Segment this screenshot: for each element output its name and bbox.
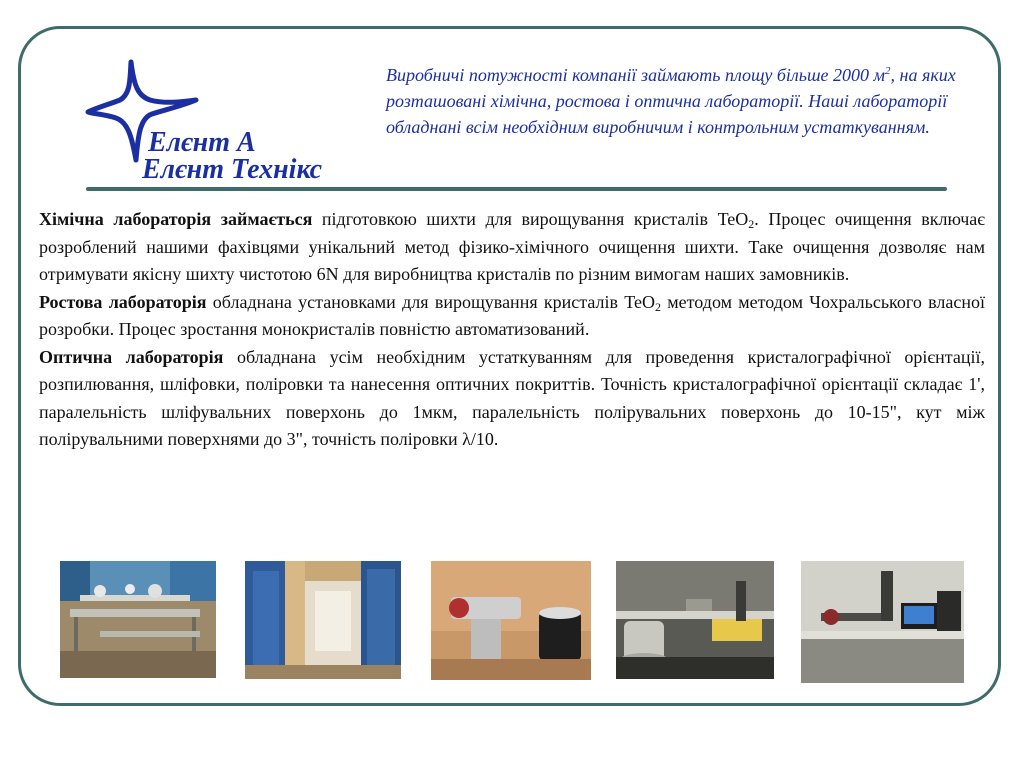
chemical-lab-text2: . Процес очищення включає розроблений нашими фахівцями унікальний метод фізико-хімічного очищення шихти. Таке очищення дозволяє нам отримувати якісну шихту чистотою 6N для виробництва кристалів по різним вимогам наших замовників. <box>39 209 985 284</box>
crystal-growth-equipment-photo <box>431 561 591 680</box>
intro-superscript: 2 <box>885 65 891 77</box>
intro-paragraph <box>386 62 976 140</box>
company-logo <box>84 56 374 186</box>
growth-lab-text2: методом методом Чохральського власної розробки. Процес зростання монокристалів повністю автоматизований. <box>39 291 985 339</box>
optical-lab-text: обладнана усім необхідним устаткуванням для проведення кристалографічної орієнтації, розпилювання, шліфовки, поліровки та нанесення оптичних покриттів. Точність кристалографічної орієнтації складає 1', паралельність шліфувальних поверхонь до 1мкм, паралельність полірувальних поверхонь до 10-15", кут між полірувальними поверхнями до 3", точність поліровки λ/10. <box>39 346 985 449</box>
chemical-lab-photo <box>60 561 216 678</box>
intro-text-part1: Виробничі потужності компанії займають площу більше 2000 м <box>386 65 886 85</box>
chemical-lab-text1: підготовкою шихти для вирощування кристалів TeO <box>312 209 749 229</box>
intro-text-part2: , на яких розташовані хімічна, ростова і оптична лабораторії. Наші лабораторії обладнані всім необхідним виробничим і контрольним устаткуванням. <box>386 65 956 137</box>
growth-lab-subscript: 2 <box>655 299 661 314</box>
optical-lab-photo <box>616 561 774 679</box>
growth-lab-paragraph <box>39 289 985 344</box>
logo-text-line1: Елєнт А <box>148 127 256 158</box>
lab-descriptions <box>39 206 985 454</box>
polishing-lab-photo <box>801 561 964 683</box>
chemical-lab-subscript: 2 <box>748 217 755 231</box>
chemical-lab-paragraph <box>39 206 985 289</box>
growth-lab-title: Ростова лабораторія <box>39 291 207 312</box>
optical-lab-title: Оптична лабораторія <box>39 346 224 367</box>
corridor-photo <box>245 561 401 679</box>
optical-lab-paragraph <box>39 344 985 454</box>
growth-lab-text1: обладнана установками для вирощування кристалів TeO <box>206 291 655 312</box>
header-divider <box>86 187 947 191</box>
chemical-lab-title: Хімічна лабораторія займається <box>39 209 313 229</box>
logo-text-line2: Елєнт Технікс <box>142 154 323 185</box>
